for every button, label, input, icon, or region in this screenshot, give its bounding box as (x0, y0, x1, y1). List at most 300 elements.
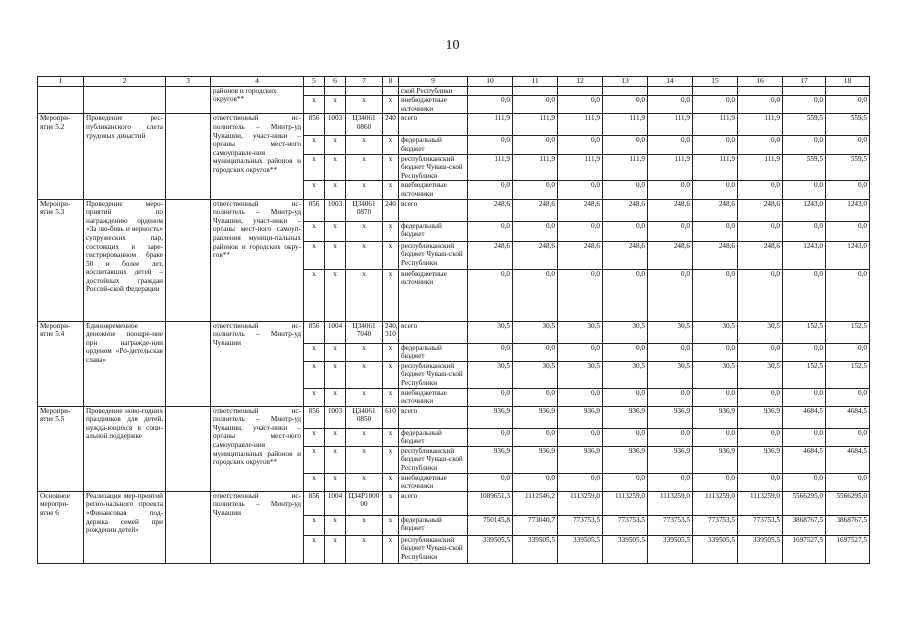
kbk-expense-type: x (383, 241, 399, 269)
kbk-section: x (325, 241, 346, 269)
amount-cell: 0,0 (648, 428, 693, 446)
funding-source: всего (399, 321, 468, 343)
amount-cell: 0,0 (826, 181, 870, 199)
funding-source: ской Республики (399, 86, 468, 96)
budget-table (37, 76, 870, 564)
header-cell: 8 (383, 77, 399, 87)
activity-code: Меропри-ятие 5.5 (38, 406, 84, 491)
amount-cell: 111,9 (693, 114, 738, 136)
kbk-grbs: x (304, 343, 325, 361)
kbk-expense-type: x (383, 181, 399, 199)
kbk-grbs: x (304, 473, 325, 491)
activity-code: Основное меропри-ятие 6 (38, 491, 84, 563)
amount-cell: 0,0 (468, 136, 513, 154)
amount-cell: 1243,0 (826, 199, 870, 221)
kbk-expense-type: x (383, 535, 399, 563)
kbk-section: x (325, 535, 346, 563)
amount-cell: 0,0 (558, 343, 603, 361)
amount-cell: 0,0 (783, 221, 826, 241)
amount-cell: 30,5 (693, 321, 738, 343)
funding-source: внебюджетные источники (399, 269, 468, 321)
amount-cell: 0,0 (603, 388, 648, 406)
funding-source: всего (399, 406, 468, 428)
amount-cell: 0,0 (783, 136, 826, 154)
table-row (38, 86, 870, 96)
funding-source: федеральный бюджет (399, 136, 468, 154)
amount-cell: 30,5 (513, 361, 558, 388)
amount-cell: 0,0 (826, 221, 870, 241)
amount-cell (558, 86, 603, 96)
kbk-target: x (346, 136, 383, 154)
kbk-target: x (346, 388, 383, 406)
empty-cell (166, 491, 211, 563)
amount-cell: 248,6 (558, 199, 603, 221)
funding-source: внебюджетные источники (399, 388, 468, 406)
amount-cell: 0,0 (648, 473, 693, 491)
empty-cell (166, 86, 211, 114)
executor-cell: ответственный ис-полнитель – Минтр-уд Чувашии, участ-ники – органы мест-ного самоуправле-ния муниципальных районов и городских округов** (211, 114, 304, 199)
activity-name: Проведение ново-годних праздников для детей, нужда-ющихся в соци-альной поддержке (84, 406, 166, 491)
amount-cell: 0,0 (603, 221, 648, 241)
amount-cell: 936,9 (693, 446, 738, 473)
amount-cell: 0,0 (826, 343, 870, 361)
amount-cell: 339505,5 (603, 535, 648, 563)
kbk-section: 1004 (325, 321, 346, 343)
kbk-section: x (325, 96, 346, 114)
amount-cell: 111,9 (468, 154, 513, 181)
kbk-grbs: 856 (304, 321, 325, 343)
amount-cell: 0,0 (603, 343, 648, 361)
amount-cell: 0,0 (783, 473, 826, 491)
kbk-target (346, 86, 383, 96)
amount-cell: 0,0 (826, 96, 870, 114)
kbk-expense-type: 240, 310 (383, 321, 399, 343)
amount-cell: 111,9 (693, 154, 738, 181)
kbk-expense-type: x (383, 428, 399, 446)
amount-cell: 936,9 (603, 446, 648, 473)
amount-cell: 936,9 (648, 446, 693, 473)
kbk-target: x (346, 428, 383, 446)
amount-cell: 1697527,5 (783, 535, 826, 563)
kbk-target: x (346, 96, 383, 114)
kbk-grbs: 856 (304, 114, 325, 136)
amount-cell: 0,0 (826, 473, 870, 491)
amount-cell: 936,9 (558, 406, 603, 428)
kbk-grbs: 856 (304, 491, 325, 515)
amount-cell: 0,0 (826, 269, 870, 321)
kbk-section (325, 86, 346, 96)
kbk-target: Ц34061 0860 (346, 114, 383, 136)
activity-code: Меропри-ятие 5.2 (38, 114, 84, 199)
amount-cell: 5566295,0 (826, 491, 870, 515)
amount-cell: 248,6 (558, 241, 603, 269)
amount-cell: 559,5 (826, 154, 870, 181)
amount-cell: 936,9 (738, 406, 783, 428)
kbk-section: x (325, 361, 346, 388)
amount-cell: 1113259,0 (693, 491, 738, 515)
amount-cell: 773753,5 (738, 515, 783, 535)
funding-source: республиканский бюджет Чуваш-ской Республики (399, 446, 468, 473)
amount-cell: 0,0 (693, 473, 738, 491)
amount-cell: 936,9 (603, 406, 648, 428)
amount-cell: 111,9 (513, 114, 558, 136)
kbk-grbs: 856 (304, 406, 325, 428)
amount-cell: 0,0 (693, 428, 738, 446)
amount-cell (693, 86, 738, 96)
kbk-section: 1004 (325, 491, 346, 515)
kbk-section: x (325, 473, 346, 491)
amount-cell: 4684,5 (783, 406, 826, 428)
amount-cell: 0,0 (468, 221, 513, 241)
kbk-target: x (346, 221, 383, 241)
amount-cell: 4684,5 (826, 406, 870, 428)
amount-cell: 248,6 (468, 241, 513, 269)
amount-cell: 111,9 (738, 114, 783, 136)
amount-cell: 0,0 (468, 428, 513, 446)
kbk-grbs: x (304, 535, 325, 563)
kbk-target: x (346, 343, 383, 361)
amount-cell: 0,0 (468, 388, 513, 406)
amount-cell: 111,9 (558, 114, 603, 136)
amount-cell: 0,0 (468, 269, 513, 321)
amount-cell: 936,9 (513, 406, 558, 428)
table-row (38, 114, 870, 136)
header-cell: 11 (513, 77, 558, 87)
header-cell: 7 (346, 77, 383, 87)
amount-cell: 773753,5 (558, 515, 603, 535)
header-cell: 4 (211, 77, 304, 87)
kbk-section: x (325, 221, 346, 241)
amount-cell: 1243,0 (826, 241, 870, 269)
amount-cell: 0,0 (738, 428, 783, 446)
amount-cell: 30,5 (558, 321, 603, 343)
amount-cell (603, 86, 648, 96)
kbk-grbs: x (304, 96, 325, 114)
amount-cell: 0,0 (468, 473, 513, 491)
amount-cell: 0,0 (826, 136, 870, 154)
kbk-expense-type: 240 (383, 114, 399, 136)
header-cell: 18 (826, 77, 870, 87)
empty-cell (166, 406, 211, 491)
funding-source: всего (399, 114, 468, 136)
amount-cell: 0,0 (603, 181, 648, 199)
amount-cell (738, 86, 783, 96)
header-cell: 6 (325, 77, 346, 87)
amount-cell: 0,0 (826, 428, 870, 446)
amount-cell: 0,0 (513, 269, 558, 321)
executor-cell: ответственный ис-полнитель – Минтр-уд Чувашии, участ-ники – органы мест-ного самоуправле-ния муниципальных районов и городских округов** (211, 406, 304, 491)
amount-cell: 0,0 (783, 181, 826, 199)
amount-cell: 0,0 (513, 473, 558, 491)
table-row (38, 199, 870, 221)
amount-cell: 0,0 (693, 269, 738, 321)
amount-cell: 0,0 (558, 181, 603, 199)
amount-cell: 0,0 (603, 136, 648, 154)
activity-code: Меропри-ятие 5.4 (38, 321, 84, 406)
amount-cell: 773040,7 (513, 515, 558, 535)
kbk-section: x (325, 515, 346, 535)
kbk-grbs: x (304, 446, 325, 473)
amount-cell: 0,0 (603, 269, 648, 321)
page-number: 10 (445, 38, 460, 53)
kbk-grbs: x (304, 269, 325, 321)
amount-cell: 0,0 (783, 96, 826, 114)
kbk-target: x (346, 446, 383, 473)
amount-cell: 1112546,2 (513, 491, 558, 515)
kbk-section: x (325, 269, 346, 321)
amount-cell: 0,0 (738, 96, 783, 114)
amount-cell: 152,5 (826, 321, 870, 343)
kbk-expense-type: 610 (383, 406, 399, 428)
kbk-grbs (304, 86, 325, 96)
kbk-section: 1003 (325, 199, 346, 221)
kbk-target: x (346, 515, 383, 535)
funding-source: внебюджетные источники (399, 181, 468, 199)
kbk-expense-type: x (383, 446, 399, 473)
header-cell: 12 (558, 77, 603, 87)
amount-cell (826, 86, 870, 96)
kbk-expense-type: x (383, 388, 399, 406)
amount-cell: 936,9 (468, 406, 513, 428)
amount-cell: 0,0 (648, 388, 693, 406)
activity-name: Единовременное денежное поощре-ние при награжде-нии орденом «Ро-дительская слава» (84, 321, 166, 406)
amount-cell: 152,5 (783, 361, 826, 388)
funding-source: республиканский бюджет Чуваш-ской Республики (399, 154, 468, 181)
funding-source: республиканский бюджет Чуваш-ской Республики (399, 535, 468, 563)
amount-cell: 0,0 (783, 428, 826, 446)
header-cell: 13 (603, 77, 648, 87)
executor-cell: районов и городских округов** (211, 86, 304, 114)
amount-cell: 111,9 (558, 154, 603, 181)
amount-cell: 0,0 (648, 221, 693, 241)
activity-code: Меропри-ятие 5.3 (38, 199, 84, 321)
amount-cell: 248,6 (738, 241, 783, 269)
amount-cell: 0,0 (738, 388, 783, 406)
funding-source: внебюджетные источники (399, 473, 468, 491)
amount-cell (783, 86, 826, 96)
amount-cell: 111,9 (603, 114, 648, 136)
name-cell (84, 86, 166, 114)
amount-cell: 248,6 (648, 199, 693, 221)
amount-cell: 0,0 (603, 96, 648, 114)
funding-source: внебюджетные источники (399, 96, 468, 114)
activity-name: Проведение рес-публиканского слета трудовых династий (84, 114, 166, 199)
amount-cell: 30,5 (693, 361, 738, 388)
amount-cell: 3868767,5 (826, 515, 870, 535)
kbk-expense-type: x (383, 343, 399, 361)
amount-cell: 339505,5 (738, 535, 783, 563)
kbk-expense-type: x (383, 96, 399, 114)
amount-cell: 1243,0 (783, 199, 826, 221)
amount-cell: 0,0 (468, 96, 513, 114)
amount-cell: 0,0 (558, 136, 603, 154)
amount-cell: 936,9 (693, 406, 738, 428)
funding-source: всего (399, 199, 468, 221)
amount-cell: 0,0 (693, 181, 738, 199)
amount-cell: 936,9 (468, 446, 513, 473)
amount-cell: 339505,5 (513, 535, 558, 563)
kbk-target: x (346, 181, 383, 199)
kbk-grbs: x (304, 515, 325, 535)
amount-cell: 111,9 (603, 154, 648, 181)
amount-cell: 111,9 (648, 154, 693, 181)
amount-cell: 0,0 (513, 136, 558, 154)
funding-source: федеральный бюджет (399, 428, 468, 446)
kbk-grbs: x (304, 428, 325, 446)
header-cell: 1 (38, 77, 84, 87)
kbk-target: x (346, 241, 383, 269)
amount-cell: 0,0 (648, 343, 693, 361)
empty-cell (166, 321, 211, 406)
amount-cell: 0,0 (558, 428, 603, 446)
amount-cell: 248,6 (603, 199, 648, 221)
amount-cell: 3868767,5 (783, 515, 826, 535)
kbk-grbs: x (304, 154, 325, 181)
kbk-section: x (325, 343, 346, 361)
amount-cell: 30,5 (648, 321, 693, 343)
amount-cell: 936,9 (513, 446, 558, 473)
amount-cell: 0,0 (513, 428, 558, 446)
header-cell: 17 (783, 77, 826, 87)
amount-cell: 0,0 (693, 221, 738, 241)
amount-cell: 248,6 (513, 199, 558, 221)
header-cell: 5 (304, 77, 325, 87)
kbk-section: x (325, 154, 346, 181)
funding-source: федеральный бюджет (399, 221, 468, 241)
header-row (38, 77, 870, 87)
kbk-grbs: x (304, 361, 325, 388)
header-cell: 2 (84, 77, 166, 87)
amount-cell: 0,0 (468, 181, 513, 199)
table-row (38, 406, 870, 428)
amount-cell: 936,9 (648, 406, 693, 428)
amount-cell: 30,5 (738, 361, 783, 388)
kbk-expense-type: x (383, 473, 399, 491)
amount-cell: 339505,5 (468, 535, 513, 563)
amount-cell: 0,0 (693, 388, 738, 406)
amount-cell: 339505,5 (693, 535, 738, 563)
executor-cell: ответственный ис-полнитель – Минтр-уд Чувашии (211, 491, 304, 563)
amount-cell: 0,0 (513, 343, 558, 361)
amount-cell: 0,0 (826, 388, 870, 406)
amount-cell: 248,6 (693, 199, 738, 221)
amount-cell: 0,0 (648, 269, 693, 321)
activity-name: Реализация мер-приятий регио-нального проекта «Финансовая под-держка семей при рождении детей» (84, 491, 166, 563)
amount-cell: 0,0 (783, 269, 826, 321)
funding-source: федеральный бюджет (399, 515, 468, 535)
amount-cell: 0,0 (513, 181, 558, 199)
amount-cell: 773753,5 (693, 515, 738, 535)
amount-cell: 1113259,0 (558, 491, 603, 515)
kbk-section: 1003 (325, 406, 346, 428)
amount-cell: 0,0 (558, 269, 603, 321)
amount-cell: 0,0 (513, 221, 558, 241)
kbk-grbs: x (304, 221, 325, 241)
amount-cell: 0,0 (693, 343, 738, 361)
kbk-expense-type: x (383, 154, 399, 181)
amount-cell: 750145,8 (468, 515, 513, 535)
amount-cell: 248,6 (648, 241, 693, 269)
header-cell: 9 (399, 77, 468, 87)
activity-name: Проведение меро-приятий по награждению орденом «За лю-бовь и верность» супружеских пар, состоящих в заре-гистрированном браке 50 и более лет, воспитавших детей – достойных граждан Россий-ской Федерации (84, 199, 166, 321)
amount-cell: 0,0 (648, 96, 693, 114)
kbk-target: x (346, 473, 383, 491)
empty-cell (166, 199, 211, 321)
kbk-target: x (346, 535, 383, 563)
amount-cell (513, 86, 558, 96)
amount-cell: 0,0 (648, 181, 693, 199)
amount-cell: 0,0 (603, 428, 648, 446)
kbk-expense-type: x (383, 361, 399, 388)
amount-cell: 30,5 (648, 361, 693, 388)
amount-cell: 1113259,0 (603, 491, 648, 515)
amount-cell: 5566295,0 (783, 491, 826, 515)
amount-cell: 773753,5 (648, 515, 693, 535)
header-cell: 14 (648, 77, 693, 87)
amount-cell: 1697527,5 (826, 535, 870, 563)
header-cell: 10 (468, 77, 513, 87)
amount-cell (468, 86, 513, 96)
amount-cell: 0,0 (738, 473, 783, 491)
kbk-target: Ц34061 7040 (346, 321, 383, 343)
amount-cell: 0,0 (558, 388, 603, 406)
amount-cell: 936,9 (738, 446, 783, 473)
kbk-expense-type (383, 86, 399, 96)
kbk-target: x (346, 154, 383, 181)
amount-cell: 559,5 (826, 114, 870, 136)
amount-cell: 1113259,0 (648, 491, 693, 515)
amount-cell: 559,5 (783, 154, 826, 181)
kbk-section: x (325, 388, 346, 406)
funding-source: федеральный бюджет (399, 343, 468, 361)
amount-cell: 30,5 (513, 321, 558, 343)
kbk-target: Ц34061 0870 (346, 199, 383, 221)
amount-cell: 0,0 (558, 473, 603, 491)
empty-cell (166, 114, 211, 199)
header-cell: 15 (693, 77, 738, 87)
table-row (38, 321, 870, 343)
amount-cell: 30,5 (468, 321, 513, 343)
kbk-target: x (346, 269, 383, 321)
kbk-expense-type: x (383, 491, 399, 515)
amount-cell: 4684,5 (826, 446, 870, 473)
amount-cell: 1113259,0 (738, 491, 783, 515)
amount-cell: 111,9 (738, 154, 783, 181)
amount-cell: 773753,5 (603, 515, 648, 535)
amount-cell: 0,0 (738, 221, 783, 241)
executor-cell: ответственный ис-полнитель – Минтр-уд Чувашии, участ-ники – органы мест-ного самоуп-равления муници-пальных районов и городских окру-гов** (211, 199, 304, 321)
amount-cell: 248,6 (513, 241, 558, 269)
amount-cell: 1243,0 (783, 241, 826, 269)
amount-cell: 0,0 (783, 343, 826, 361)
funding-source: республиканский бюджет Чуваш-ской Республики (399, 241, 468, 269)
code-cell (38, 86, 84, 114)
kbk-expense-type: x (383, 136, 399, 154)
funding-source: республиканский бюджет Чуваш-ской Республики (399, 361, 468, 388)
amount-cell: 0,0 (648, 136, 693, 154)
amount-cell: 0,0 (558, 96, 603, 114)
amount-cell: 339505,5 (648, 535, 693, 563)
amount-cell: 152,5 (826, 361, 870, 388)
funding-source: всего (399, 491, 468, 515)
amount-cell: 559,5 (783, 114, 826, 136)
amount-cell: 30,5 (558, 361, 603, 388)
amount-cell: 339505,5 (558, 535, 603, 563)
amount-cell: 0,0 (603, 473, 648, 491)
kbk-expense-type: x (383, 221, 399, 241)
executor-cell: ответственный ис-полнитель – Минтр-уд Чувашии (211, 321, 304, 406)
amount-cell: 0,0 (738, 136, 783, 154)
